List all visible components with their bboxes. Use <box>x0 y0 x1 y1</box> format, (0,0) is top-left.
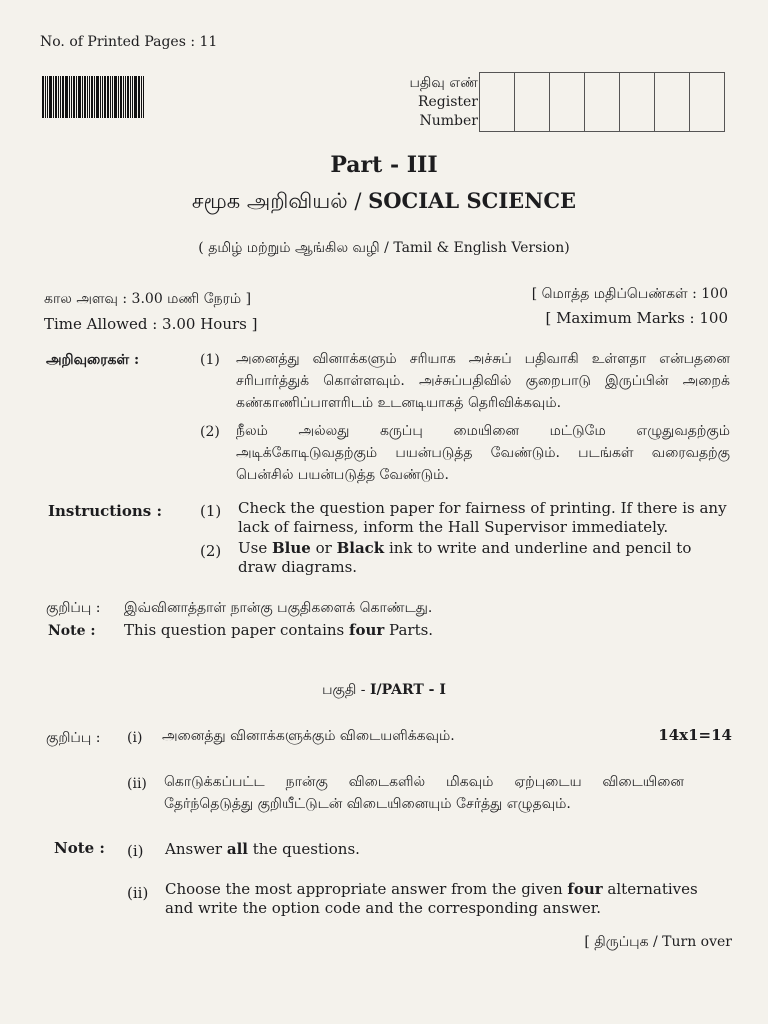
part-note-text-ta: அனைத்து வினாக்களுக்கும் விடையளிக்கவும். <box>162 728 455 744</box>
printed-pages-count: No. of Printed Pages : 11 <box>40 34 218 50</box>
subject-title-en: SOCIAL SCIENCE <box>368 188 577 213</box>
text-bold: four <box>349 621 385 639</box>
barcode-bar <box>69 76 70 118</box>
medium-version: ( தமிழ் மற்றும் ஆங்கில வழி / Tamil & English Version) <box>198 240 570 256</box>
subject-title-ta: சமூக அறிவியல் / <box>191 189 369 213</box>
barcode-bar <box>107 76 109 118</box>
barcode-bar <box>118 76 119 118</box>
part-note-label-en: Note : <box>54 839 105 857</box>
text: This question paper contains <box>124 621 349 639</box>
text-bold: four <box>567 880 603 898</box>
barcode-bar <box>60 76 61 118</box>
barcode-bar <box>123 76 124 118</box>
subject-title <box>0 188 768 216</box>
register-digit-box[interactable] <box>514 72 550 132</box>
barcode-bar <box>49 76 52 118</box>
barcode-bar <box>134 76 137 118</box>
barcode-bar <box>125 76 126 118</box>
barcode-bar <box>58 76 59 118</box>
text: Use <box>238 539 272 557</box>
maximum-marks-ta: [ மொத்த மதிப்பெண்கள் : 100 <box>531 286 728 302</box>
instruction-text-en: Check the question paper for fairness of printing. If there is any lack of fairness, inform the Hall Supervisor immediately. <box>238 499 727 536</box>
barcode-bar <box>45 76 46 118</box>
barcode-bar <box>143 76 144 118</box>
barcode-bar <box>42 76 44 118</box>
time-allowed-ta: கால அளவு : 3.00 மணி நேரம் ] <box>44 291 252 307</box>
text: the questions. <box>247 840 360 858</box>
text: Answer <box>165 840 227 858</box>
barcode-bar <box>120 76 122 118</box>
barcode-bar <box>71 76 72 118</box>
part-note-text-en <box>165 880 705 918</box>
barcode-bar <box>94 76 95 118</box>
barcode-bar <box>132 76 133 118</box>
text: Parts. <box>384 621 434 639</box>
part-note-text-ta: கொடுக்கப்பட்ட நான்கு விடைகளில் மிகவும் ஏற்புடைய விடையினை தேர்ந்தெடுத்து குறியீட்டுடன் விடையினையும் சேர்த்து எழுதவும். <box>164 774 684 812</box>
time-allowed-en: Time Allowed : 3.00 Hours ] <box>44 315 258 333</box>
part-one-heading-en: I/PART - I <box>369 682 446 698</box>
instruction-text-en <box>238 539 732 577</box>
register-digit-box[interactable] <box>549 72 585 132</box>
instruction-number: (2) <box>200 424 220 440</box>
instructions-label-en: Instructions : <box>48 502 162 520</box>
barcode-bar <box>87 76 88 118</box>
barcode-bar <box>130 76 131 118</box>
barcode-bar <box>100 76 101 118</box>
note-number: (ii) <box>127 884 149 902</box>
register-digit-box[interactable] <box>584 72 620 132</box>
barcode-bar <box>78 76 81 118</box>
instruction-number: (1) <box>200 502 222 520</box>
register-label-en-1: Register <box>417 94 478 110</box>
barcode-bar <box>102 76 103 118</box>
barcode-bar <box>73 76 75 118</box>
barcode-bar <box>62 76 64 118</box>
register-label-ta: பதிவு எண் <box>409 75 478 91</box>
barcode-bar <box>114 76 117 118</box>
note-label-ta: குறிப்பு : <box>46 600 101 616</box>
note-number: (i) <box>127 730 143 746</box>
barcode-bar <box>84 76 86 118</box>
register-label-en-2: Number <box>419 113 478 129</box>
ink-blue: Blue <box>271 539 311 557</box>
barcode-bar <box>112 76 113 118</box>
barcode-bar <box>104 76 106 118</box>
barcode-bar <box>96 76 99 118</box>
text-bold: all <box>226 840 248 858</box>
part-note-text-en <box>165 840 360 858</box>
instruction-number: (2) <box>200 542 222 560</box>
instruction-text-ta: அனைத்து வினாக்களும் சரியாக அச்சுப் பதிவாகி உள்ளதா என்பதனை சரிபார்த்துக் கொள்ளவும். அச்சுப்பதிவில் குறைபாடு இருப்பின் அறைக் கண்காணிப்பாளரிடம் உடனடியாகத் தெரிவிக்கவும். <box>236 351 730 411</box>
marks-allocation: 14x1=14 <box>658 726 732 744</box>
instructions-label-ta: அறிவுரைகள் : <box>46 352 140 368</box>
text: or <box>310 539 337 557</box>
barcode-bar <box>138 76 140 118</box>
text: alternatives and write the option code and the corresponding answer. <box>165 880 698 917</box>
part-one-heading <box>0 682 768 700</box>
note-number: (ii) <box>127 776 147 792</box>
part-one-heading-ta: பகுதி - <box>322 682 370 698</box>
maximum-marks-en: [ Maximum Marks : 100 <box>545 309 728 327</box>
part-title: Part - III <box>330 152 438 178</box>
ink-black: Black <box>336 539 385 557</box>
instruction-number: (1) <box>200 352 220 368</box>
note-number: (i) <box>127 842 144 860</box>
barcode-bar <box>82 76 83 118</box>
barcode-bar <box>141 76 142 118</box>
note-label-en: Note : <box>48 623 96 639</box>
text: ink to write and underline and pencil to draw diagrams. <box>238 539 692 576</box>
register-number-boxes[interactable] <box>480 72 725 132</box>
barcode-bar <box>110 76 111 118</box>
barcode-bar <box>53 76 54 118</box>
barcode <box>42 76 174 118</box>
instruction-text-ta: நீலம் அல்லது கருப்பு மையினை மட்டுமே எழுதுவதற்கும் அடிக்கோடிடுவதற்கும் பயன்படுத்த வேண்டும். படங்கள் வரைவதற்கு பென்சில் பயன்படுத்த வேண்டும். <box>236 423 730 483</box>
barcode-bar <box>65 76 68 118</box>
barcode-bar <box>89 76 90 118</box>
barcode-bar <box>47 76 48 118</box>
part-note-label-ta: குறிப்பு : <box>46 730 101 746</box>
register-digit-box[interactable] <box>479 72 515 132</box>
barcode-bar <box>91 76 93 118</box>
text: Choose the most appropriate answer from the given <box>165 880 568 898</box>
note-text-ta: இவ்வினாத்தாள் நான்கு பகுதிகளைக் கொண்டது. <box>124 600 433 616</box>
register-number-label <box>386 74 478 131</box>
barcode-bar <box>55 76 57 118</box>
register-digit-box[interactable] <box>689 72 725 132</box>
register-digit-box[interactable] <box>619 72 655 132</box>
barcode-bar <box>127 76 129 118</box>
note-text-en <box>124 621 433 639</box>
register-digit-box[interactable] <box>654 72 690 132</box>
turn-over-note: [ திருப்புக / Turn over <box>584 934 732 950</box>
barcode-bar <box>76 76 77 118</box>
